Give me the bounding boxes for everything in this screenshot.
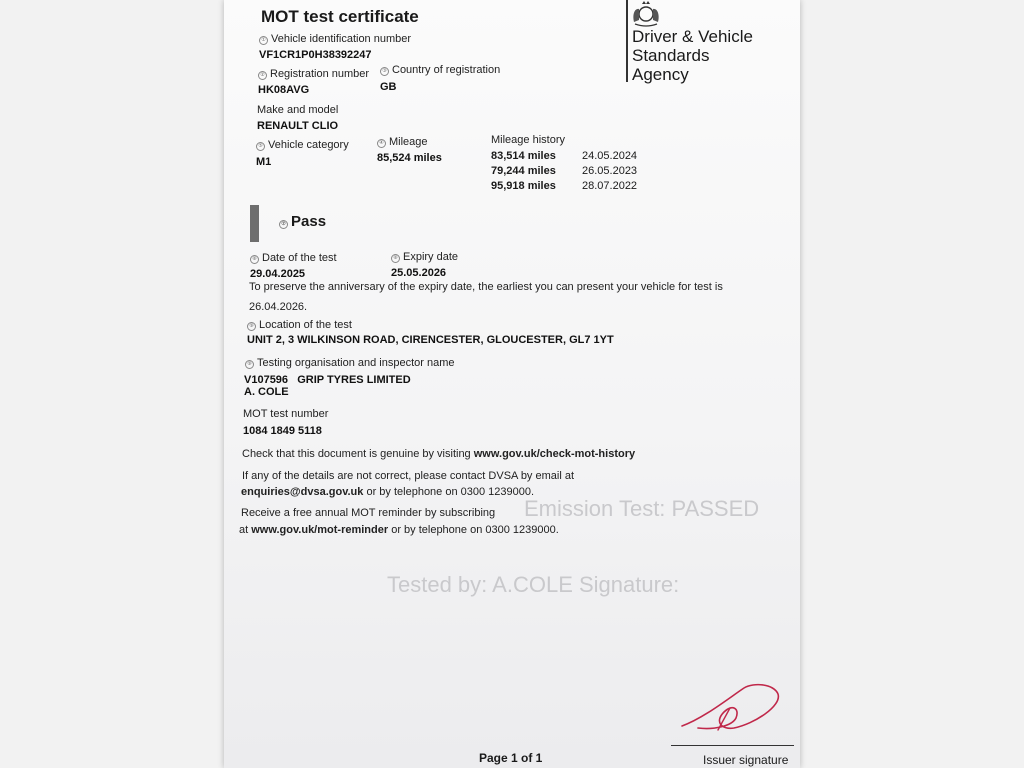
make-model-label: Make and model bbox=[257, 104, 339, 116]
field-number-icon: ⑨ bbox=[247, 322, 256, 331]
agency-name-line2: Standards bbox=[632, 46, 710, 65]
organisation-label: ⑨ Testing organisation and inspector name bbox=[245, 357, 455, 369]
location-label: ⑨ Location of the test bbox=[247, 319, 352, 331]
agency-divider bbox=[626, 0, 628, 82]
issuer-signature-label: Issuer signature bbox=[703, 753, 789, 767]
organisation-value: V107596 GRIP TYRES LIMITED bbox=[244, 374, 411, 386]
genuine-check-text: Check that this document is genuine by visiting www.gov.uk/check-mot-history bbox=[242, 448, 636, 460]
mileage-history-date: 24.05.2024 bbox=[582, 150, 638, 162]
field-number-icon: ⑧ bbox=[250, 255, 259, 264]
reminder-text-line1: Receive a free annual MOT reminder by subscribing bbox=[241, 507, 496, 519]
mileage-history-miles: 83,514 miles bbox=[491, 150, 556, 162]
page-number: Page 1 of 1 bbox=[479, 751, 543, 765]
registration-label: ② Registration number bbox=[258, 68, 369, 80]
vin-value: VF1CR1P0H38392247 bbox=[259, 49, 372, 61]
field-number-icon: ⑧ bbox=[391, 254, 400, 263]
showthrough-tested-by-text: Tested by: A.COLE Signature: bbox=[387, 572, 680, 597]
anniversary-note-line1: To preserve the anniversary of the expiry date, the earliest you can present your vehicle for test is bbox=[249, 281, 723, 293]
test-date-value: 29.04.2025 bbox=[250, 268, 306, 280]
country-label: ③ Country of registration bbox=[380, 64, 500, 76]
field-number-icon: ⑦ bbox=[279, 220, 288, 229]
mot-number-label: MOT test number bbox=[243, 408, 329, 420]
field-number-icon: ⑨ bbox=[245, 360, 254, 369]
royal-crest-icon bbox=[629, 0, 663, 28]
test-date-label: ⑧ Date of the test bbox=[250, 252, 337, 264]
result-marker bbox=[250, 205, 259, 242]
reminder-text-line2: at www.gov.uk/mot-reminder or by telephone on 0300 1239000. bbox=[239, 524, 559, 536]
certificate-title: MOT test certificate bbox=[261, 7, 419, 26]
mot-number-value: 1084 1849 5118 bbox=[243, 425, 322, 437]
contact-text-line1: If any of the details are not correct, please contact DVSA by email at bbox=[242, 470, 575, 482]
issuer-signature-scribble bbox=[674, 678, 784, 734]
anniversary-note-line2: 26.04.2026. bbox=[249, 301, 308, 313]
country-value: GB bbox=[380, 81, 397, 93]
category-value: M1 bbox=[256, 156, 272, 168]
field-number-icon: ⑤ bbox=[256, 142, 265, 151]
mileage-history-date: 28.07.2022 bbox=[582, 180, 638, 192]
mileage-label: ④ Mileage bbox=[377, 136, 428, 148]
mileage-history-miles: 79,244 miles bbox=[491, 165, 556, 177]
showthrough-emission-text: Emission Test: PASSED bbox=[524, 496, 760, 521]
mileage-value: 85,524 miles bbox=[377, 152, 442, 164]
mot-reminder-link[interactable]: www.gov.uk/mot-reminder bbox=[251, 524, 389, 536]
field-number-icon: ① bbox=[259, 36, 268, 45]
expiry-date-value: 25.05.2026 bbox=[391, 267, 447, 279]
field-number-icon: ④ bbox=[377, 139, 386, 148]
dvsa-email-link[interactable]: enquiries@dvsa.gov.uk bbox=[241, 486, 364, 498]
field-number-icon: ③ bbox=[380, 67, 389, 76]
make-model-value: RENAULT CLIO bbox=[257, 120, 339, 132]
field-number-icon: ② bbox=[258, 71, 267, 80]
inspector-name: A. COLE bbox=[244, 386, 289, 398]
mileage-history-label: Mileage history bbox=[491, 134, 565, 146]
mileage-history-date: 26.05.2023 bbox=[582, 165, 638, 177]
category-label: ⑤ Vehicle category bbox=[256, 139, 349, 151]
expiry-date-label: ⑧ Expiry date bbox=[391, 251, 458, 263]
agency-name-line1: Driver & Vehicle bbox=[632, 27, 753, 46]
test-result: ⑦ Pass bbox=[279, 213, 326, 230]
location-value: UNIT 2, 3 WILKINSON ROAD, CIRENCESTER, GLOUCESTER, GL7 1YT bbox=[247, 334, 614, 346]
vin-label: ① Vehicle identification number bbox=[259, 33, 411, 45]
agency-name-line3: Agency bbox=[632, 65, 689, 84]
mot-certificate-page bbox=[224, 0, 800, 768]
check-mot-history-link[interactable]: www.gov.uk/check-mot-history bbox=[473, 448, 636, 460]
registration-value: HK08AVG bbox=[258, 84, 310, 96]
mileage-history-miles: 95,918 miles bbox=[491, 180, 556, 192]
contact-text-line2: enquiries@dvsa.gov.uk or by telephone on 0300 1239000. bbox=[241, 486, 535, 498]
signature-line bbox=[671, 745, 794, 746]
